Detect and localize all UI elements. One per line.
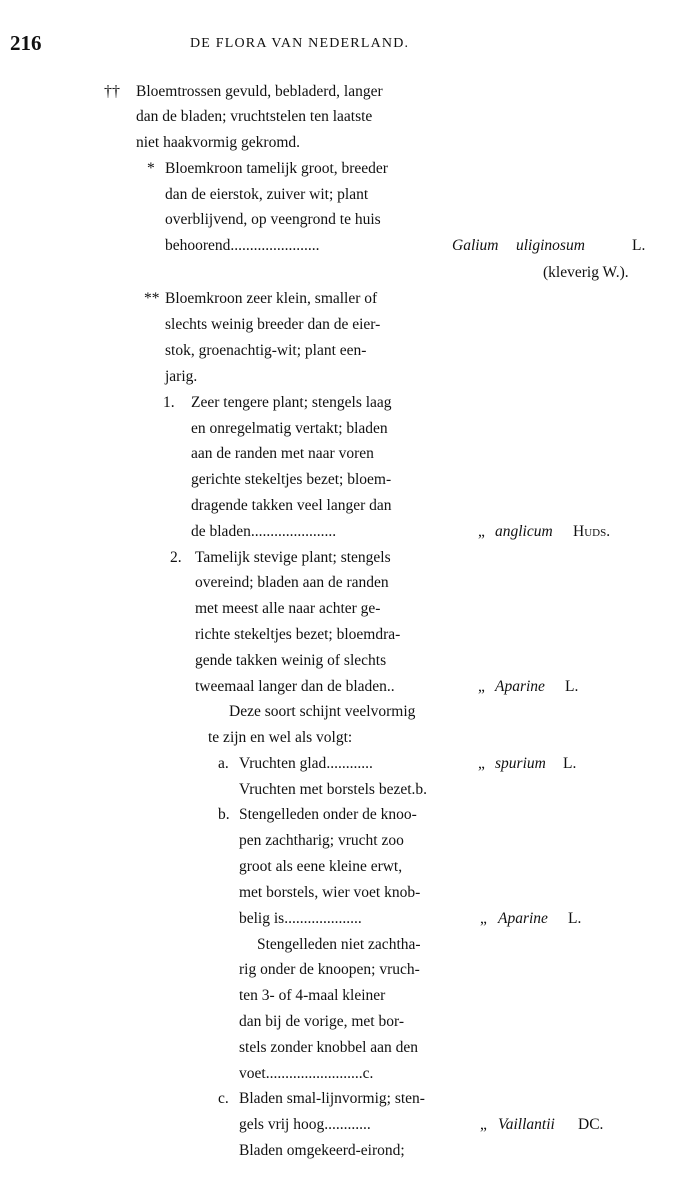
text-line: gerichte stekeltjes bezet; bloem-: [191, 471, 392, 488]
text-line: overeind; bladen aan de randen: [195, 574, 389, 591]
text-line: belig is....................: [239, 910, 362, 927]
text-line: overblijvend, op veengrond te huis: [165, 211, 381, 228]
text-line: Bladen omgekeerd-eirond;: [239, 1142, 405, 1159]
item-label: a.: [218, 755, 229, 772]
cross-reference: c.: [362, 1065, 374, 1082]
single-star-mark: *: [147, 160, 155, 177]
text-line: rig onder de knoopen; vruch-: [239, 961, 420, 978]
author-abbrev: DC.: [578, 1116, 604, 1133]
text-line: richte stekeltjes bezet; bloemdra-: [195, 626, 401, 643]
vernacular-name: (kleverig W.).: [543, 264, 629, 281]
text-line: Bloemkroon tamelijk groot, breeder: [165, 160, 388, 177]
leader-dots: ............: [324, 1116, 371, 1133]
text-line: Bloemkroon zeer klein, smaller of: [165, 290, 378, 307]
text-line: dan bij de vorige, met bor-: [239, 1013, 404, 1030]
text-line: slechts weinig breeder dan de eier-: [165, 316, 381, 333]
text-line: gende takken weinig of slechts: [195, 652, 387, 669]
item-number: 2.: [170, 549, 182, 566]
text-line: voet.........................c.: [239, 1065, 374, 1082]
species-name: Aparine: [495, 678, 545, 695]
species-name: anglicum: [495, 523, 553, 540]
species-name: spurium: [495, 755, 546, 772]
text-line: gels vrij hoog............: [239, 1116, 371, 1133]
text-line: te zijn en wel als volgt:: [208, 729, 353, 746]
text-line: en onregelmatig vertakt; bladen: [191, 420, 388, 437]
genus-name: Galium: [452, 237, 499, 254]
text-line: Stengelleden niet zachtha-: [257, 936, 421, 953]
text-line: Bloemtrossen gevuld, bebladerd, langer: [136, 83, 383, 100]
text-line: stok, groenachtig-wit; plant een-: [165, 342, 367, 359]
double-star-mark: **: [144, 290, 160, 307]
text-line: dan de eierstok, zuiver wit; plant: [165, 186, 369, 203]
text-line: Stengelleden onder de knoo-: [239, 806, 417, 823]
author-abbrev: Huds.: [573, 523, 611, 540]
text-line: Vruchten met borstels bezet.b.: [239, 781, 428, 798]
author-abbrev: L.: [632, 237, 646, 254]
text-line: Deze soort schijnt veelvormig: [229, 703, 416, 720]
ditto-mark: „: [478, 678, 485, 695]
text-line: pen zachtharig; vrucht zoo: [239, 832, 404, 849]
item-label: c.: [218, 1090, 229, 1107]
species-name: uliginosum: [516, 237, 585, 254]
species-name: Aparine: [498, 910, 548, 927]
item-label: b.: [218, 806, 230, 823]
text-line: Vruchten glad............: [239, 755, 373, 772]
text-line: Tamelijk stevige plant; stengels: [195, 549, 391, 566]
author-abbrev: L.: [568, 910, 582, 927]
text-line: dan de bladen; vruchtstelen ten laatste: [136, 108, 373, 125]
text-line: dragende takken veel langer dan: [191, 497, 392, 514]
leader-dots: .........................: [265, 1065, 363, 1082]
text-line: de bladen......................: [191, 523, 337, 540]
ditto-mark: „: [478, 523, 485, 540]
species-name: Vaillantii: [498, 1116, 555, 1133]
text-line: jarig.: [165, 368, 198, 385]
text-line: tweemaal langer dan de bladen..: [195, 678, 395, 695]
text-line: Bladen smal-lijnvormig; sten-: [239, 1090, 425, 1107]
author-abbrev: L.: [565, 678, 579, 695]
text-line: niet haakvormig gekromd.: [136, 134, 300, 151]
text-line: aan de randen met naar voren: [191, 445, 374, 462]
text-line: groot als eene kleine erwt,: [239, 858, 403, 875]
item-number: 1.: [163, 394, 175, 411]
leader-dots: ....................: [284, 910, 362, 927]
running-title: DE FLORA VAN NEDERLAND.: [190, 36, 410, 51]
text-line: ten 3- of 4-maal kleiner: [239, 987, 386, 1004]
double-dagger-mark: ††: [104, 83, 120, 100]
text-line: Zeer tengere plant; stengels laag: [191, 394, 392, 411]
text-line: met meest alle naar achter ge-: [195, 600, 381, 617]
ditto-mark: „: [480, 910, 487, 927]
text-line: met borstels, wier voet knob-: [239, 884, 421, 901]
page-number: 216: [10, 31, 42, 55]
leader-dots: ......................: [250, 523, 337, 540]
text-line: stels zonder knobbel aan den: [239, 1039, 419, 1056]
leader-dots: .......................: [230, 237, 320, 254]
author-abbrev: L.: [563, 755, 577, 772]
text-line: behoorend.......................: [165, 237, 320, 254]
leader-dots: ............: [326, 755, 373, 772]
ditto-mark: „: [480, 1116, 487, 1133]
ditto-mark: „: [478, 755, 485, 772]
